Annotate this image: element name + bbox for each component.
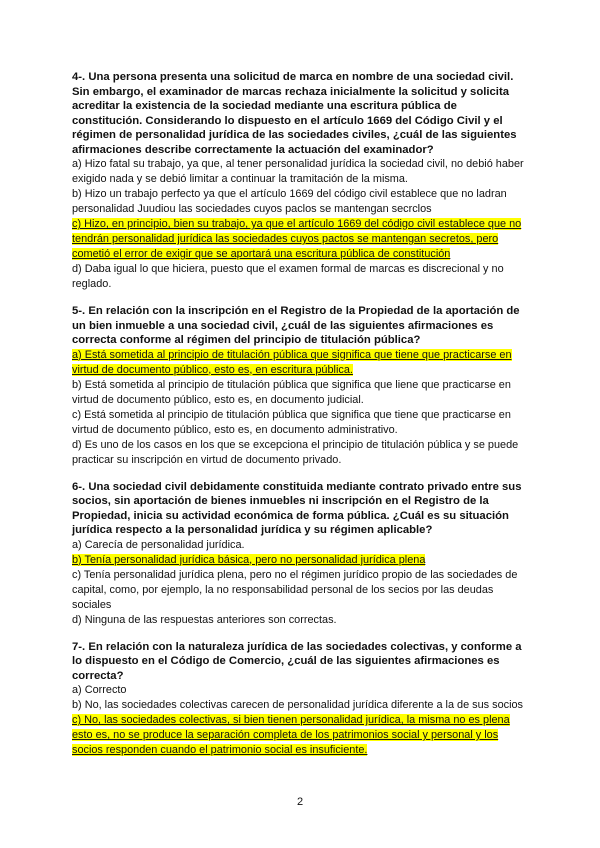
option-d: d) Daba igual lo que hiciera, puesto que el examen formal de marcas es discrecional y no reglado. xyxy=(72,263,504,290)
option-b: b) No, las sociedades colectivas carecen de personalidad jurídica diferente a la de sus socios xyxy=(72,699,524,711)
option-d: d) Es uno de los casos en los que se excepciona el principio de titulación pública y se puede practicar su inscripción en virtud de documento privado. xyxy=(72,438,519,466)
question-4 xyxy=(72,70,528,292)
option-a: a) Hizo fatal su trabajo, ya que, al tener personalidad jurídica la sociedad civil, no debió haber exigido nada y se debió limitar a continuar la tramitación de la misma. xyxy=(72,158,524,185)
option-c: c) Está sometida al principio de titulación pública que significa que tiene que practicarse en virtud de documento público, esto es, en documento administrativo. xyxy=(72,408,511,436)
option-a: a) Correcto xyxy=(72,684,127,696)
question-stem: 6-. Una sociedad civil debidamente constituida mediante contrato privado entre sus socios, sin aportación de bienes inmuebles ni inscripción en el Registro de la Propiedad, inicia su actividad económica de forma pública. ¿Cuál es su situación jurídica respecto a la personalidad jurídica y su régimen aplicable? xyxy=(72,480,522,536)
option-c-highlighted: c) No, las sociedades colectivas, si bien tienen personalidad jurídica, la misma no es plena esto es, no se produce la separación completa de los patrimonios social y personal y los socios responden cuando el patrimonio social es insuficiente. xyxy=(72,714,510,756)
question-stem: 4-. Una persona presenta una solicitud de marca en nombre de una sociedad civil. Sin embargo, el examinador de marcas rechaza inicialmente la solicitud y solicita acreditar la existencia de la sociedad mediante una escritura pública de constitución. Considerando lo dispuesto en el artículo 1669 del Código Civil y el régimen de personalidad jurídica de las sociedades civiles, ¿cuál de las siguientes afirmaciones describe correctamente la actuación del examinador? xyxy=(72,71,517,156)
page-number: 2 xyxy=(296,796,304,808)
document-page xyxy=(72,70,528,770)
question-5 xyxy=(72,304,528,468)
option-a: a) Carecía de personalidad jurídica. xyxy=(72,538,245,551)
question-stem: 7-. En relación con la naturaleza jurídica de las sociedades colectivas, y conforme a lo dispuesto en el Código de Comercio, ¿cuál de las siguientes afirmaciones es correcta? xyxy=(72,640,522,682)
option-b: b) Hizo un trabajo perfecto ya que el artículo 1669 del código civil establece que no ladran personalidad Juudiou las sociedades cuyos paclos se mantengan secrclos xyxy=(72,188,507,215)
option-b-highlighted: b) Tenía personalidad jurídica básica, pero no personalidad jurídica plena xyxy=(72,553,426,566)
question-6 xyxy=(72,480,528,628)
option-b: b) Está sometida al principio de titulación pública que significa que liene que practicarse en virtud de documento público, esto es, en documento judicial. xyxy=(72,378,511,406)
question-stem: 5-. En relación con la inscripción en el Registro de la Propiedad de la aportación de un bien inmueble a una sociedad civil, ¿cuál de las siguientes afirmaciones es correcta conforme al régimen del principio de titulación pública? xyxy=(72,305,520,346)
option-c: c) Tenía personalidad jurídica plena, pero no el régimen jurídico propio de las sociedades de capital, como, por ejemplo, la no responsabilidad personal de los secios por las deudas sociales xyxy=(72,568,518,611)
option-d: d) Ninguna de las respuestas anteriores son correctas. xyxy=(72,613,337,626)
option-a-highlighted: a) Está sometida al principio de titulación pública que significa que tiene que practicarse en virtud de documento público, esto es, en escritura pública. xyxy=(72,348,512,376)
option-c-highlighted: c) Hizo, en principio, bien su trabajo, ya que el artículo 1669 del código civil establece que no tendrán personalidad jurídica las sociedades cuyos pactos se mantengan secretos, pero cometió el error de exigir que se aportará una escritura pública de constitución xyxy=(72,218,522,260)
question-7 xyxy=(72,640,528,759)
